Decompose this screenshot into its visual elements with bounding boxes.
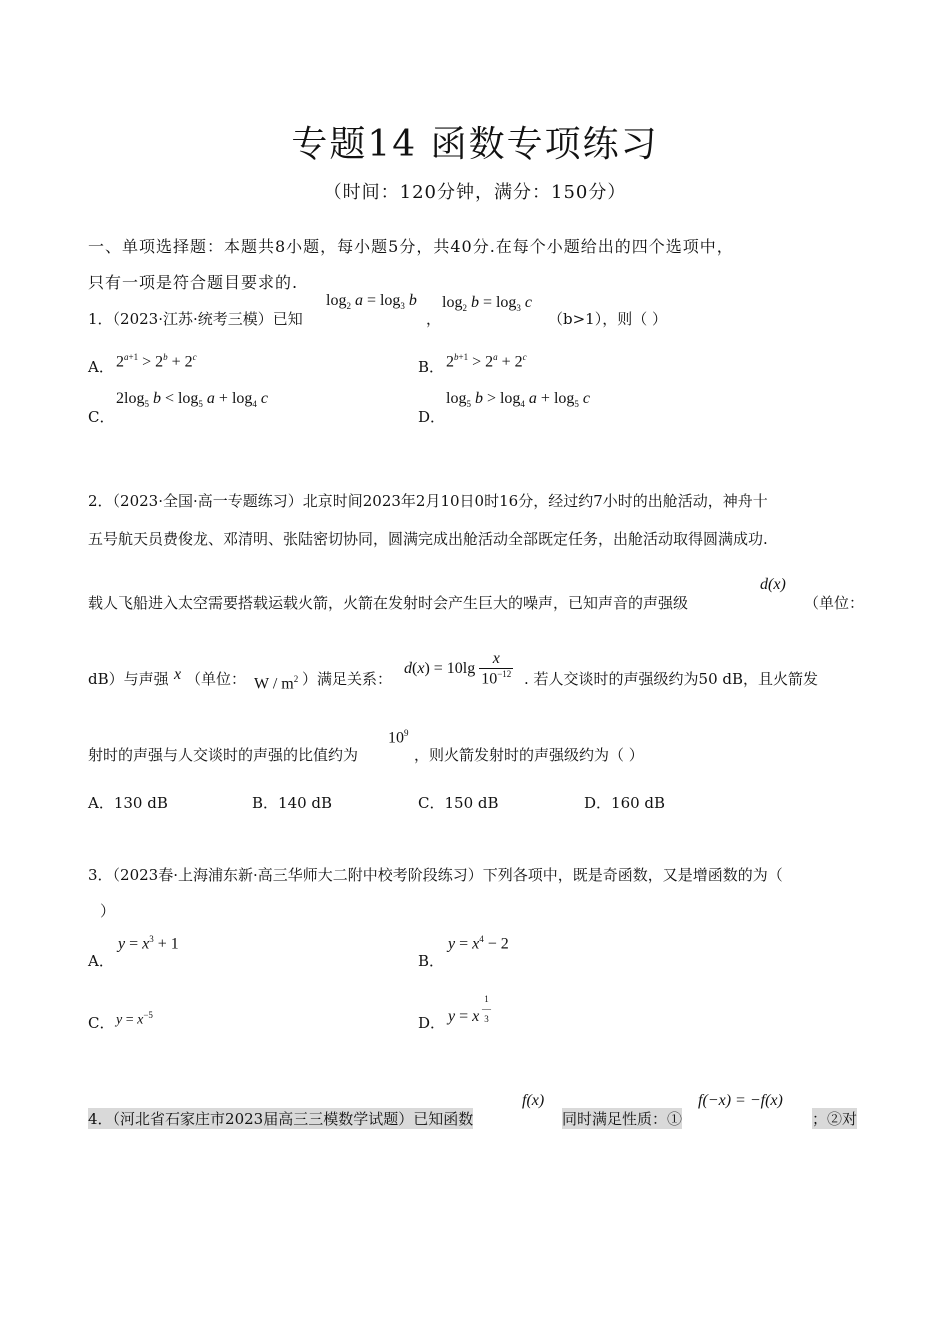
q1-option-c-label: C． [88, 408, 115, 426]
q1-option-a-expr: $2^{a+1} > 2^b + 2^c$ [116, 352, 197, 371]
page-title: 专题14 函数专项练习 [291, 124, 659, 165]
q4-line-rest: ；②对 [812, 1110, 858, 1128]
q3-option-d-expr: y = x [448, 1008, 480, 1025]
q2-sound-level-expr: d(x) [760, 576, 786, 593]
q1-option-c-expr: $2\log_5$ $b < \log_5 a + \log_4 c$ [116, 390, 268, 410]
q2-line5-text: 射时的声强与人交谈时的声强的比值约为 [88, 746, 359, 764]
q2-option-a: A．130 dB [88, 794, 168, 812]
q3-option-d-label: D． [418, 1014, 446, 1032]
q2-line5-rest: ，则火箭发射时的声强级约为（ ） [414, 746, 644, 764]
q4-line-text: 4．（河北省石家庄市2023届高三三模数学试题）已知函数 [88, 1110, 474, 1128]
section-heading-line1: 一、单项选择题：本题共8小题，每小题5分，共40分.在每个小题给出的四个选项中， [88, 237, 734, 256]
q3-option-c-label: C． [88, 1014, 115, 1032]
q2-unit-expr: W / $m^2$ [254, 674, 299, 693]
q1-suffix: （b>1），则（ ） [548, 310, 667, 328]
q2-line2: 五号航天员费俊龙、邓清明、张陆密切协同，圆满完成出舱活动全部既定任务，出舱活动取得圆满成功. [88, 530, 768, 548]
q1-condition-1: $\log_2 a = \log_3 b$ [326, 292, 417, 312]
q1-option-d-label: D． [418, 408, 446, 426]
q2-line3-unit: （单位： [804, 594, 865, 612]
q2-line4-unit-label: （单位： [186, 670, 247, 688]
q1-option-b-expr: $2^{b+1} > 2^a + 2^c$ [446, 352, 527, 371]
q2-option-c: C．150 dB [418, 794, 499, 812]
q2-formula: d(x) = 10lg $\frac{x}{10^{-12}}$ [404, 650, 512, 688]
q2-intensity-var: x [174, 666, 182, 683]
q2-line4-text: dB）与声强 [88, 670, 169, 688]
q3-option-b-expr: $y = x^4 - 2$ [448, 934, 509, 953]
q1-option-b-label: B． [418, 358, 445, 376]
q1-condition-2: $\log_2 b = \log_3 c$ [442, 294, 533, 314]
q2-option-b: B．140 dB [252, 794, 333, 812]
q3-option-a-expr: $y = x^3 + 1$ [118, 934, 179, 953]
q3-option-a-label: A． [88, 952, 114, 970]
q2-line3-text: 载人飞船进入太空需要搭载运载火箭，火箭在发射时会产生巨大的噪声，已知声音的声强级 [88, 594, 689, 612]
q2-option-d: D．160 dB [584, 794, 666, 812]
q3-option-c-expr: $y = x^{-5}$ [116, 1010, 153, 1028]
q1-comma: ， [426, 310, 442, 328]
page-subtitle: （时间：120分钟，满分：150分） [323, 182, 627, 203]
q3-line2: ） [100, 902, 116, 920]
q1-prefix: 1．（2023·江苏·统考三模）已知 [88, 310, 303, 328]
q2-line1: 2．（2023·全国·高一专题练习）北京时间2023年2月10日0时16分，经过约7小时的出舱活动，神舟十 [88, 492, 768, 510]
q3-option-b-label: B． [418, 952, 445, 970]
q2-line4-relation-label: ）满足关系： [302, 670, 393, 688]
q4-odd-property-expr: f(−x) = −f(x) [698, 1092, 783, 1109]
q1-option-d-expr: $\log_5 b > \log_4 a + \log_5 c$ [446, 390, 590, 410]
q4-function-expr: f(x) [522, 1092, 545, 1109]
q1-option-a-label: A． [88, 358, 114, 376]
q3-option-d-exponent: 1 — 3 [482, 994, 491, 1024]
q2-line4-rest: . 若人交谈时的声强级约为50 dB，且火箭发 [524, 670, 819, 688]
section-heading-line2: 只有一项是符合题目要求的. [88, 273, 299, 292]
q4-property-label: 同时满足性质：① [562, 1110, 683, 1128]
q2-ratio-expr: $10^9$ [388, 728, 409, 747]
q3-line1: 3．（2023春·上海浦东新·高三华师大二附中校考阶段练习）下列各项中，既是奇函数，又是增函数的为（ [88, 866, 783, 884]
